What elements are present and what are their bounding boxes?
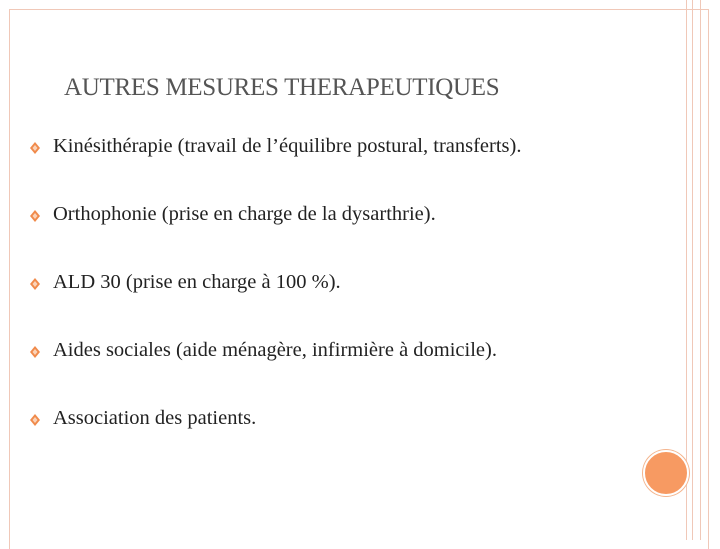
- bullet-text: ALD 30 (prise en charge à 100 %).: [53, 271, 341, 293]
- bullet-list: [30, 132, 521, 472]
- orange-diamond-icon: [30, 346, 40, 358]
- bullet-text: Kinésithérapie (travail de l’équilibre postural, transferts).: [53, 135, 522, 157]
- slide-title: AUTRES MESURES THERAPEUTIQUES: [64, 74, 500, 101]
- decorative-line: [686, 0, 687, 540]
- bullet-text: Aides sociales (aide ménagère, infirmière à domicile).: [53, 339, 497, 361]
- bullet-text: Orthophonie (prise en charge de la dysarthrie).: [53, 203, 436, 225]
- orange-diamond-icon: [30, 142, 40, 154]
- bullet-item: [30, 200, 521, 268]
- bullet-item: [30, 132, 521, 200]
- bullet-item: [30, 404, 521, 472]
- decorative-line: [692, 0, 693, 540]
- bullet-item: [30, 268, 521, 336]
- bullet-item: [30, 336, 521, 404]
- orange-diamond-icon: [30, 210, 40, 222]
- orange-diamond-icon: [30, 414, 40, 426]
- decorative-line: [700, 0, 701, 540]
- bullet-text: Association des patients.: [53, 407, 257, 429]
- orange-circle-icon: [643, 450, 689, 496]
- orange-diamond-icon: [30, 278, 40, 290]
